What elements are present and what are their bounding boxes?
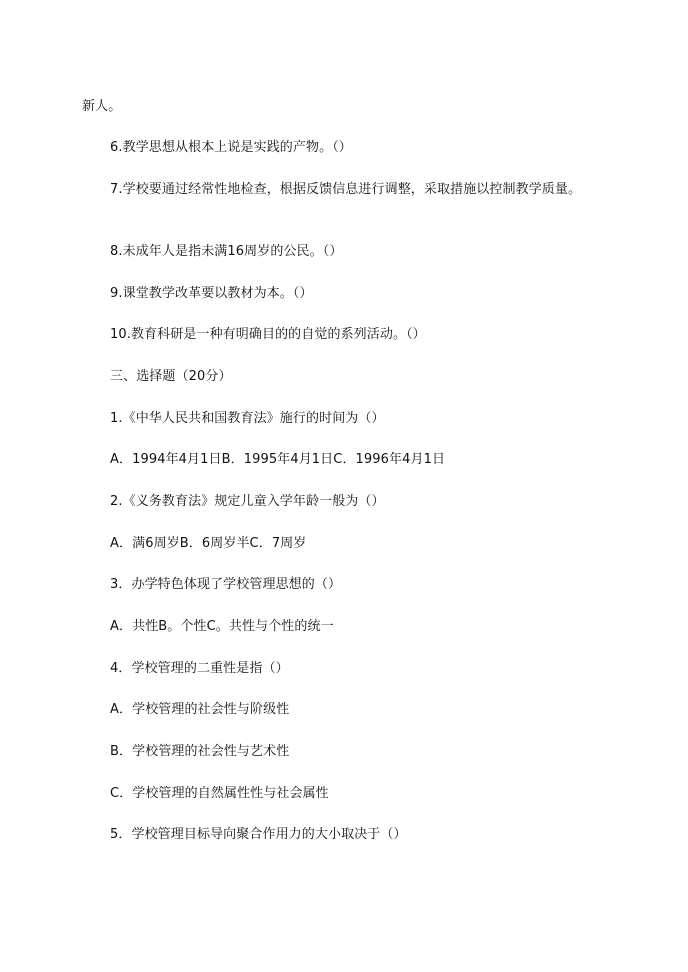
choice-options-2: A．满6周岁B．6周岁半C．7周岁	[110, 536, 307, 551]
section-heading-choice: 三、选择题（20分）	[110, 369, 232, 384]
judgement-item-10: 10.教育科研是一种有明确目的的自觉的系列活动。（）	[110, 327, 426, 342]
judgement-item-7: 7.学校要通过经常性地检查，根据反馈信息进行调整，采取措施以控制教学质量。	[110, 182, 582, 197]
choice-question-1: 1.《中华人民共和国教育法》施行的时间为（）	[110, 411, 385, 426]
judgement-item-8: 8.未成年人是指未满16周岁的公民。（）	[110, 244, 343, 259]
choice-option-4b: B．学校管理的社会性与艺术性	[110, 744, 290, 759]
choice-question-2: 2.《义务教育法》规定儿童入学年龄一般为（）	[110, 494, 385, 509]
judgement-item-6: 6.教学思想从根本上说是实践的产物。（）	[110, 140, 352, 155]
judgement-item-9: 9.课堂教学改革要以教材为本。（）	[110, 286, 313, 301]
choice-options-3: A．共性B。个性C。共性与个性的统一	[110, 619, 334, 634]
choice-options-1: A．1994年4月1日B．1995年4月1日C．1996年4月1日	[110, 452, 446, 467]
choice-option-4c: C．学校管理的自然属性性与社会属性	[110, 786, 329, 801]
choice-question-3: 3．办学特色体现了学校管理思想的（）	[110, 577, 342, 592]
choice-question-4: 4．学校管理的二重性是指（）	[110, 661, 289, 676]
text-line-continuation: 新人。	[82, 99, 122, 114]
choice-option-4a: A．学校管理的社会性与阶级性	[110, 702, 290, 717]
choice-question-5: 5．学校管理目标导向聚合作用力的大小取决于（）	[110, 827, 407, 842]
